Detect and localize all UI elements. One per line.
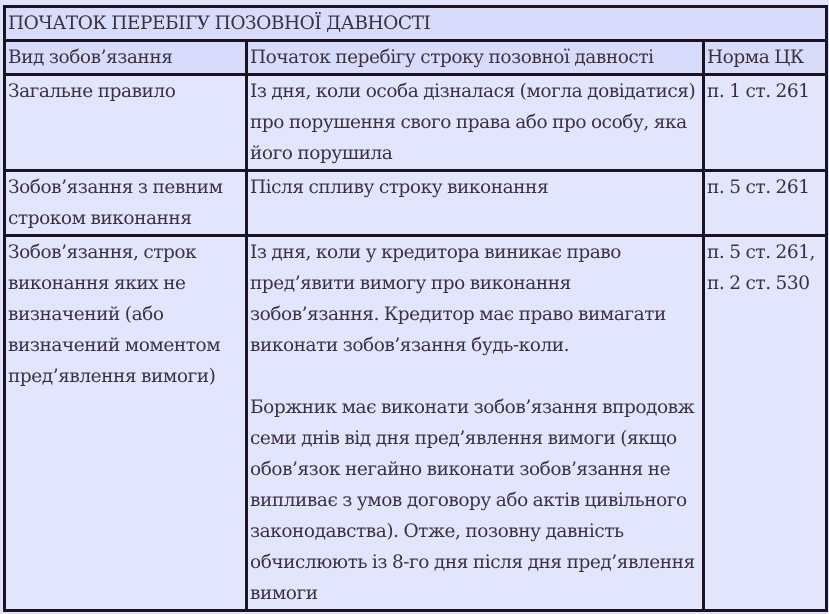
period-start-paragraph: Із дня, коли у кредитора виникає право пред’явити вимогу про виконання зобов’язання. Кредитор має право вимагати виконати зобов’язання будь-коли. [250, 242, 666, 356]
limitation-period-table [3, 5, 828, 612]
period-start-paragraph-extra: Боржник має виконати зобов’язання впродовж семи днів від дня пред’явлення вимоги (якщо обов’язок негайно виконати зобов’язання не випливає з умов договору або актів цивільного законодавства). Отже, позовну давність обчислюють із 8-го дня після дня пред’явлення вимоги [250, 397, 695, 604]
norm-line: п. 5 ст. 261, [707, 242, 815, 263]
cell-civil-code-norm: п. 5 ст. 261 [704, 171, 827, 236]
paragraph-gap [250, 361, 702, 392]
table-row [5, 171, 827, 236]
cell-civil-code-norm: п. 1 ст. 261 [704, 75, 827, 171]
cell-period-start [247, 236, 704, 611]
table-title-row [5, 7, 827, 41]
table-row [5, 75, 827, 171]
column-header-period-start: Початок перебігу строку позовної давності [247, 41, 704, 75]
cell-obligation-type: Зобов’язання, строк виконання яких не визначений (або визначений моментом пред’явлення вимоги) [5, 236, 247, 611]
table-header-row [5, 41, 827, 75]
norm-line: п. 2 ст. 530 [707, 273, 810, 294]
cell-civil-code-norm [704, 236, 827, 611]
cell-period-start: Після спливу строку виконання [247, 171, 704, 236]
column-header-civil-code-norm: Норма ЦК [704, 41, 827, 75]
cell-period-start: Із дня, коли особа дізналася (могла довідатися) про порушення свого права або про особу, яка його порушила [247, 75, 704, 171]
table-title: ПОЧАТОК ПЕРЕБІГУ ПОЗОВНОЇ ДАВНОСТІ [5, 7, 827, 41]
cell-obligation-type: Загальне правило [5, 75, 247, 171]
table-row [5, 236, 827, 611]
cell-obligation-type: Зобов’язання з певним строком виконання [5, 171, 247, 236]
column-header-obligation-type: Вид зобов’язання [5, 41, 247, 75]
